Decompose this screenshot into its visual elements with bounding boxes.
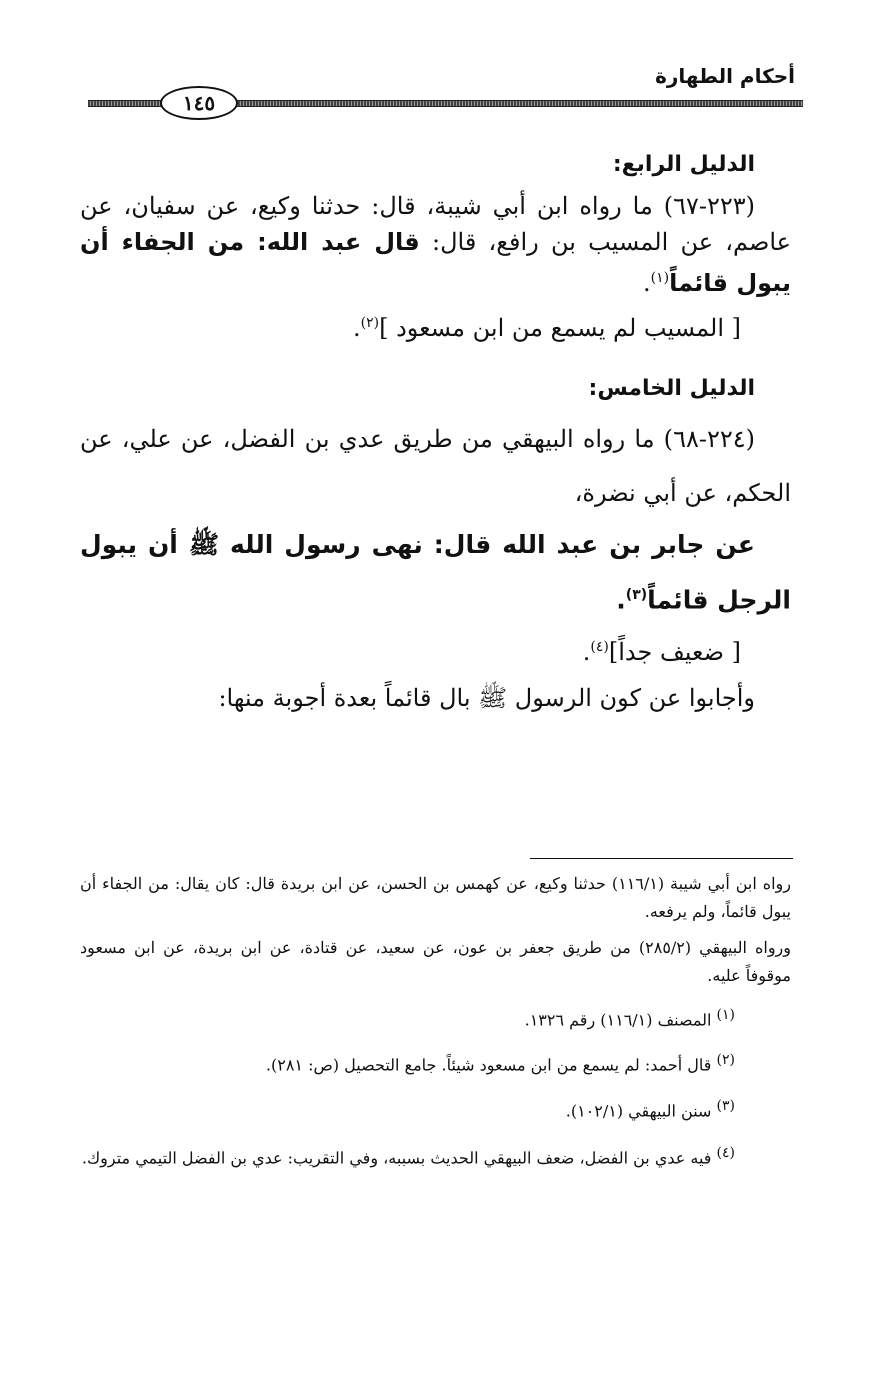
- footnote-2-ref: (٢): [716, 1052, 735, 1069]
- answers-intro: وأجابوا عن كون الرسول ﷺ بال قائماً بعدة أجوبة منها:: [218, 684, 755, 713]
- footnote-2-text: قال أحمد: لم يسمع من ابن مسعود شيئاً. جامع التحصيل (ص: ٢٨١).: [265, 1055, 712, 1075]
- footnote-4: [80, 1138, 791, 1173]
- paragraph-hadith-67: [80, 188, 791, 301]
- hadith-67-text: قال عبد الله: من الجفاء أن يبول قائماً: [80, 228, 791, 297]
- footnote-ref-2: (٢): [360, 315, 380, 331]
- footnote-2: [80, 1047, 791, 1078]
- footnote-ref-1: (١): [650, 270, 670, 286]
- page-header: [88, 58, 803, 118]
- book-title: أحكام الطهارة: [655, 64, 795, 88]
- footnote-4-ref: (٤): [716, 1144, 735, 1161]
- period: .: [643, 269, 651, 297]
- hadith-68-text: عن جابر بن عبد الله قال: نهى رسول الله ﷺ أن يبول الرجل قائماً: [80, 530, 791, 615]
- paragraph-hadith-68: [80, 412, 791, 520]
- heading-fourth-evidence: الدليل الرابع:: [612, 152, 755, 177]
- heading-fifth-evidence: الدليل الخامس:: [588, 376, 755, 401]
- hadith-67-chain: (٢٢٣-٦٧) ما رواه ابن أبي شيبة، قال: حدثنا وكيع، عن سفيان، عن عاصم، عن المسيب بن رافع، قال:: [80, 192, 791, 256]
- main-text: [80, 148, 791, 716]
- footnote-ref-4: (٤): [590, 639, 609, 656]
- footnote-1-ref: (١): [716, 1007, 735, 1023]
- period: .: [352, 314, 361, 342]
- hadith-68-chain: (٢٢٤-٦٨) ما رواه البيهقي من طريق عدي بن الفضل، عن علي، عن الحكم، عن أبي نضرة،: [80, 425, 791, 507]
- note-67-text: [ المسيب لم يسمع من ابن مسعود ]: [379, 314, 741, 342]
- footnote-3: [80, 1093, 791, 1124]
- footnote-1-text: المصنف (١١٦/١) رقم ١٣٢٦.: [524, 1010, 712, 1030]
- period: .: [616, 585, 626, 615]
- footnote-ref-3: (٣): [625, 587, 648, 603]
- footnote-continuation-1: رواه ابن أبي شيبة (١١٦/١) حدثنا وكيع، عن كهمس بن الحسن، عن ابن بريدة قال: كان يقال: من الجفاء أن يبول قائماً، ولم يرفعه.: [80, 874, 791, 921]
- footnote-separator: [530, 858, 793, 859]
- footnote-3-text: سنن البيهقي (١٠٢/١).: [565, 1100, 712, 1120]
- hadith-68-body: [80, 520, 791, 625]
- note-hadith-67: [80, 305, 791, 346]
- footnote-3-ref: (٣): [716, 1097, 735, 1114]
- footnote-4-text: فيه عدي بن الفضل، ضعف البيهقي الحديث بسببه، وفي التقريب: عدي بن الفضل التيمي متروك.: [81, 1148, 712, 1168]
- page-number: ١٤٥: [160, 86, 238, 120]
- footnotes: [80, 870, 791, 1177]
- note-hadith-68: [80, 629, 791, 670]
- footnote-continuation-2: ورواه البيهقي (٢٨٥/٢) من طريق جعفر بن عون، عن سعيد، عن قتادة، عن ابن بريدة، عن ابن مسعود موقوفاً عليه.: [80, 938, 792, 985]
- note-68-text: [ ضعيف جداً]: [608, 638, 741, 667]
- period: .: [582, 638, 591, 667]
- footnote-1: [80, 1002, 791, 1033]
